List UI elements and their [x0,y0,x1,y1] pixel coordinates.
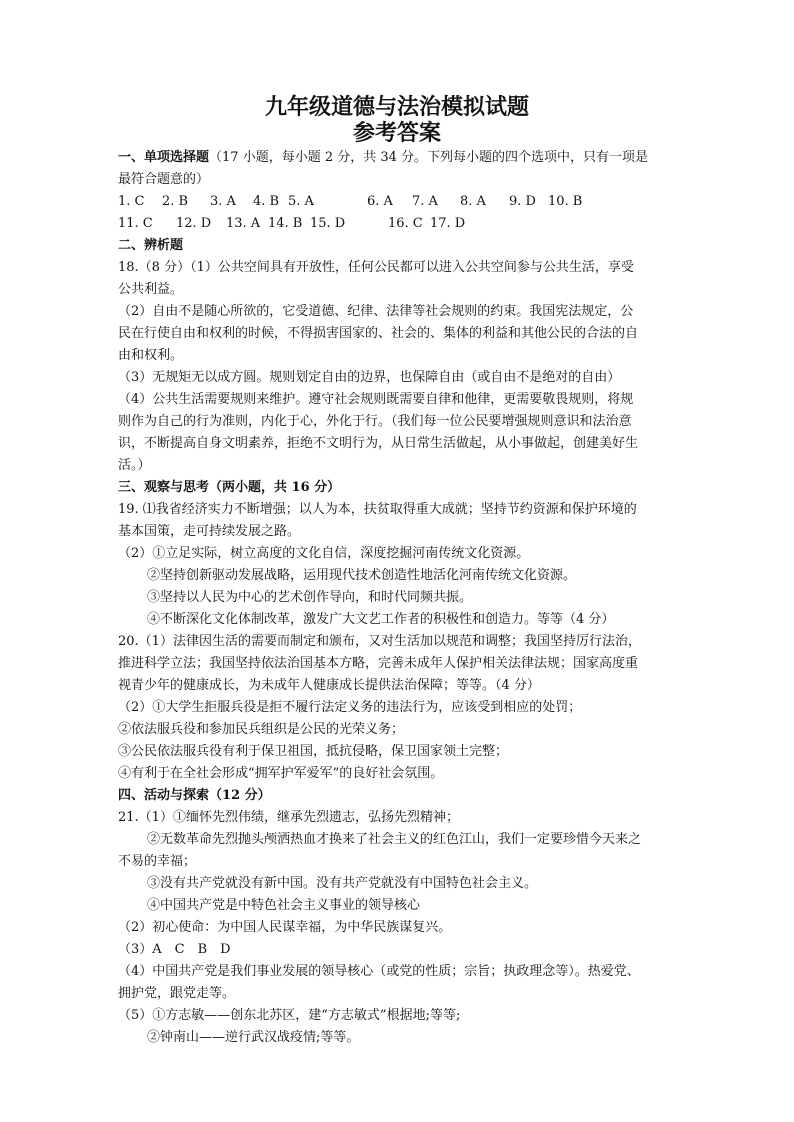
mc-answer: 13. A [226,216,261,231]
mc-answer: 8. A [460,194,486,209]
mc-answer: 10. B [548,194,583,209]
answer-line: （2）①大学生拒服兵役是拒不履行法定义务的违法行为，应该受到相应的处罚； [118,700,582,715]
mc-answer: 1. C [118,194,145,209]
answer-line: ③坚持以人民为中心的艺术创作导向，和时代同频共振。 [147,590,473,605]
answer-line: （2）初心使命：为中国人民谋幸福，为中华民族谋复兴。 [118,920,452,935]
answer-line: 19. ⑴我省经济实力不断增强；以人为本，扶贫取得重大成就；坚持节约资源和保护环境的 [118,502,637,517]
answer-line: （2）①立足实际，树立高度的文化自信，深度挖掘河南传统文化资源。 [118,546,530,561]
answer-line: （3）A C B D [118,942,231,957]
mc-answer: 9. D [509,194,536,209]
document-title: 九年级道德与法治模拟试题 [264,94,529,120]
section-1-heading: 一、单项选择题 [118,150,210,165]
answer-line: 由和权利。 [118,348,184,363]
answer-line: （4）中国共产党是我们事业发展的领导核心（或党的性质；宗旨；执政理念等）。热爱党、 [118,964,640,979]
mc-answer: 16. C [388,216,423,231]
answer-line: （2）自由不是随心所欲的，它受道德、纪律、法律等社会规则的约束。我国宪法规定，公 [118,304,634,319]
mc-answer-row-1 [118,191,678,213]
mc-answer: 15. D [310,216,346,231]
answer-line: 识，不断提高自身文明素养，拒绝不文明行为，从日常生活做起，从小事做起，创建美好生 [118,436,639,451]
answer-line: 公共利益。 [118,282,184,297]
mc-answer: 2. B [162,194,189,209]
answer-line: 20.（1）法律因生活的需要而制定和颁布，又对生活加以规范和调整；我国坚持厉行法治， [118,634,641,649]
document-subtitle: 参考答案 [352,120,441,146]
mc-answer: 12. D [176,216,212,231]
answer-line: 视青少年的健康成长，为未成年人健康成长提供法治保障；等等。（4 分） [118,678,540,693]
answer-line: 21.（1）①缅怀先烈伟绩，继承先烈遗志，弘扬先烈精神； [118,810,459,825]
mc-answer: 6. A [367,194,393,209]
answer-line: ②依法服兵役和参加民兵组织是公民的光荣义务； [118,722,405,737]
answer-line: ②钟南山——逆行武汉战疫情;等等。 [147,1030,360,1045]
answer-body [118,147,678,1049]
answer-line: （3）无规矩无以成方圆。规则划定自由的边界，也保障自由（或自由不是绝对的自由） [118,370,621,385]
section-1-line [118,147,678,169]
section-3-heading: 三、观察与思考（两小题，共 16 分） [118,480,341,495]
answer-line: 拥护党，跟党走等。 [118,986,236,1001]
mc-answer: 7. A [412,194,438,209]
answer-line: 活。） [118,458,151,473]
answer-line: 18.（8 分）（1）公共空间具有开放性，任何公民都可以进入公共空间参与公共生活，享受 [118,260,634,275]
section-2-heading: 二、辨析题 [118,238,184,253]
answer-line: ④不断深化文化体制改革，激发广大文艺工作者的积极性和创造力。等等（4 分） [147,612,615,627]
answer-line: （5）①方志敏——创东北苏区，建“方志敏式”根据地;等等; [118,1008,461,1023]
answer-line: 推进科学立法；我国坚持依法治国基本方略，完善未成年人保护相关法律法规；国家高度重 [118,656,639,671]
answer-line: （4）公共生活需要规则来维护。遵守社会规则既需要自律和他律，更需要敬畏规则，将规 [118,392,634,407]
section-4-heading: 四、活动与探索（12 分） [118,788,271,803]
mc-answer-row-2 [118,213,678,235]
section-1-desc-cont: 最符合题意的） [118,172,210,187]
answer-line: ③没有共产党就没有新中国。没有共产党就没有中国特色社会主义。 [147,876,538,891]
answer-line: ②无数革命先烈抛头颅洒热血才换来了社会主义的红色江山，我们一定要珍惜今天来之 [147,832,642,847]
answer-line: 基本国策，走可持续发展之路。 [118,524,301,539]
section-1-desc: （17 小题，每小题 2 分，共 34 分。下列每小题的四个选项中，只有一项是 [209,150,649,165]
answer-line: 民在行使自由和权利的时候，不得损害国家的、社会的、集体的利益和其他公民的合法的自 [118,326,639,341]
mc-answer: 14. B [268,216,303,231]
answer-line: ④有利于在全社会形成“拥军护军爱军”的良好社会氛围。 [118,766,444,781]
answer-line: 不易的幸福； [118,854,197,869]
answer-line: 则作为自己的行为准则，内化于心，外化于行。（我们每一位公民要增强规则意识和法治意 [118,414,632,429]
mc-answer: 17. D [430,216,466,231]
mc-answer: 11. C [118,216,153,231]
mc-answer: 5. A [288,194,314,209]
answer-line: ③公民依法服兵役有利于保卫祖国，抵抗侵略，保卫国家领土完整； [118,744,509,759]
mc-answer: 4. B [253,194,280,209]
answer-line: ④中国共产党是中特色社会主义事业的领导核心 [147,898,421,913]
mc-answer: 3. A [210,194,236,209]
answer-line: ②坚持创新驱动发展战略，运用现代技术创造性地活化河南传统文化资源。 [147,568,577,583]
